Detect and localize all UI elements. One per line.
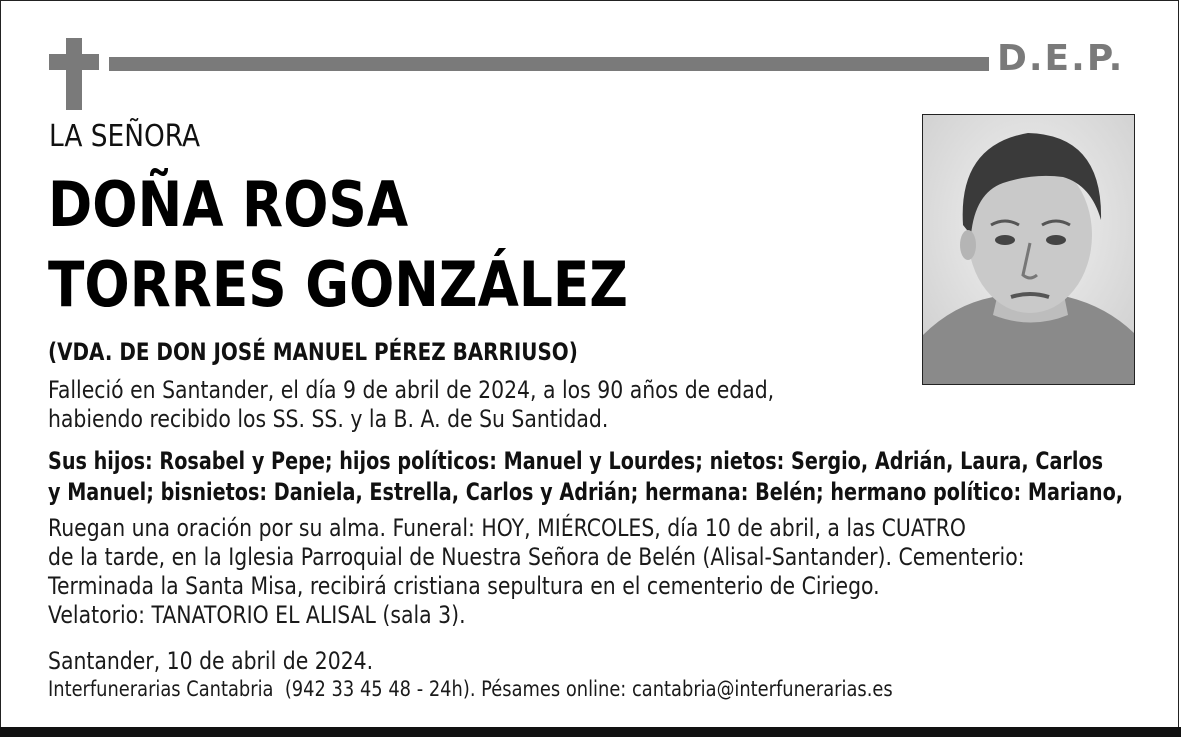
bottom-rule <box>0 727 1181 737</box>
funeral-line: Velatorio: TANATORIO EL ALISAL (sala 3). <box>48 601 466 629</box>
funeral-details <box>48 514 1025 630</box>
widow-of-text: (VDA. DE DON JOSÉ MANUEL PÉREZ BARRIUSO) <box>48 338 578 366</box>
death-line: Falleció en Santander, el día 9 de abril de 2024, a los 90 años de edad, <box>48 376 775 404</box>
cross-icon-vertical <box>66 38 82 110</box>
portrait-photo <box>922 114 1135 385</box>
deceased-name-line1: DOÑA ROSA <box>48 168 409 241</box>
death-details <box>48 376 774 434</box>
deceased-name-line2: TORRES GONZÁLEZ <box>48 248 628 321</box>
cross-icon-horizontal <box>49 54 99 70</box>
footer-contact: Interfunerarias Cantabria (942 33 45 48 - 24h). Pésames online: cantabria@interfunerarias.es <box>48 677 893 701</box>
family-list <box>48 446 1123 508</box>
family-line: Sus hijos: Rosabel y Pepe; hijos políticos: Manuel y Lourdes; nietos: Sergio, Adrián, Laura, Carlos <box>48 447 1104 475</box>
header-rule <box>109 57 989 71</box>
funeral-line: Terminada la Santa Misa, recibirá cristiana sepultura en el cementerio de Ciriego. <box>48 572 880 600</box>
funeral-line: Ruegan una oración por su alma. Funeral: HOY, MIÉRCOLES, día 10 de abril, a las CUATRO <box>48 514 966 542</box>
dep-label: D.E.P. <box>997 38 1125 79</box>
honorific-title: LA SEÑORA <box>49 119 201 154</box>
place-date: Santander, 10 de abril de 2024. <box>48 647 374 675</box>
funeral-line: de la tarde, en la Iglesia Parroquial de Nuestra Señora de Belén (Alisal-Santander). Cementerio: <box>48 543 1025 571</box>
portrait-image <box>923 115 1135 385</box>
death-line: habiendo recibido los SS. SS. y la B. A. de Su Santidad. <box>48 405 609 433</box>
family-line: y Manuel; bisnietos: Daniela, Estrella, Carlos y Adrián; hermana: Belén; hermano político: Mariano, <box>48 478 1124 506</box>
